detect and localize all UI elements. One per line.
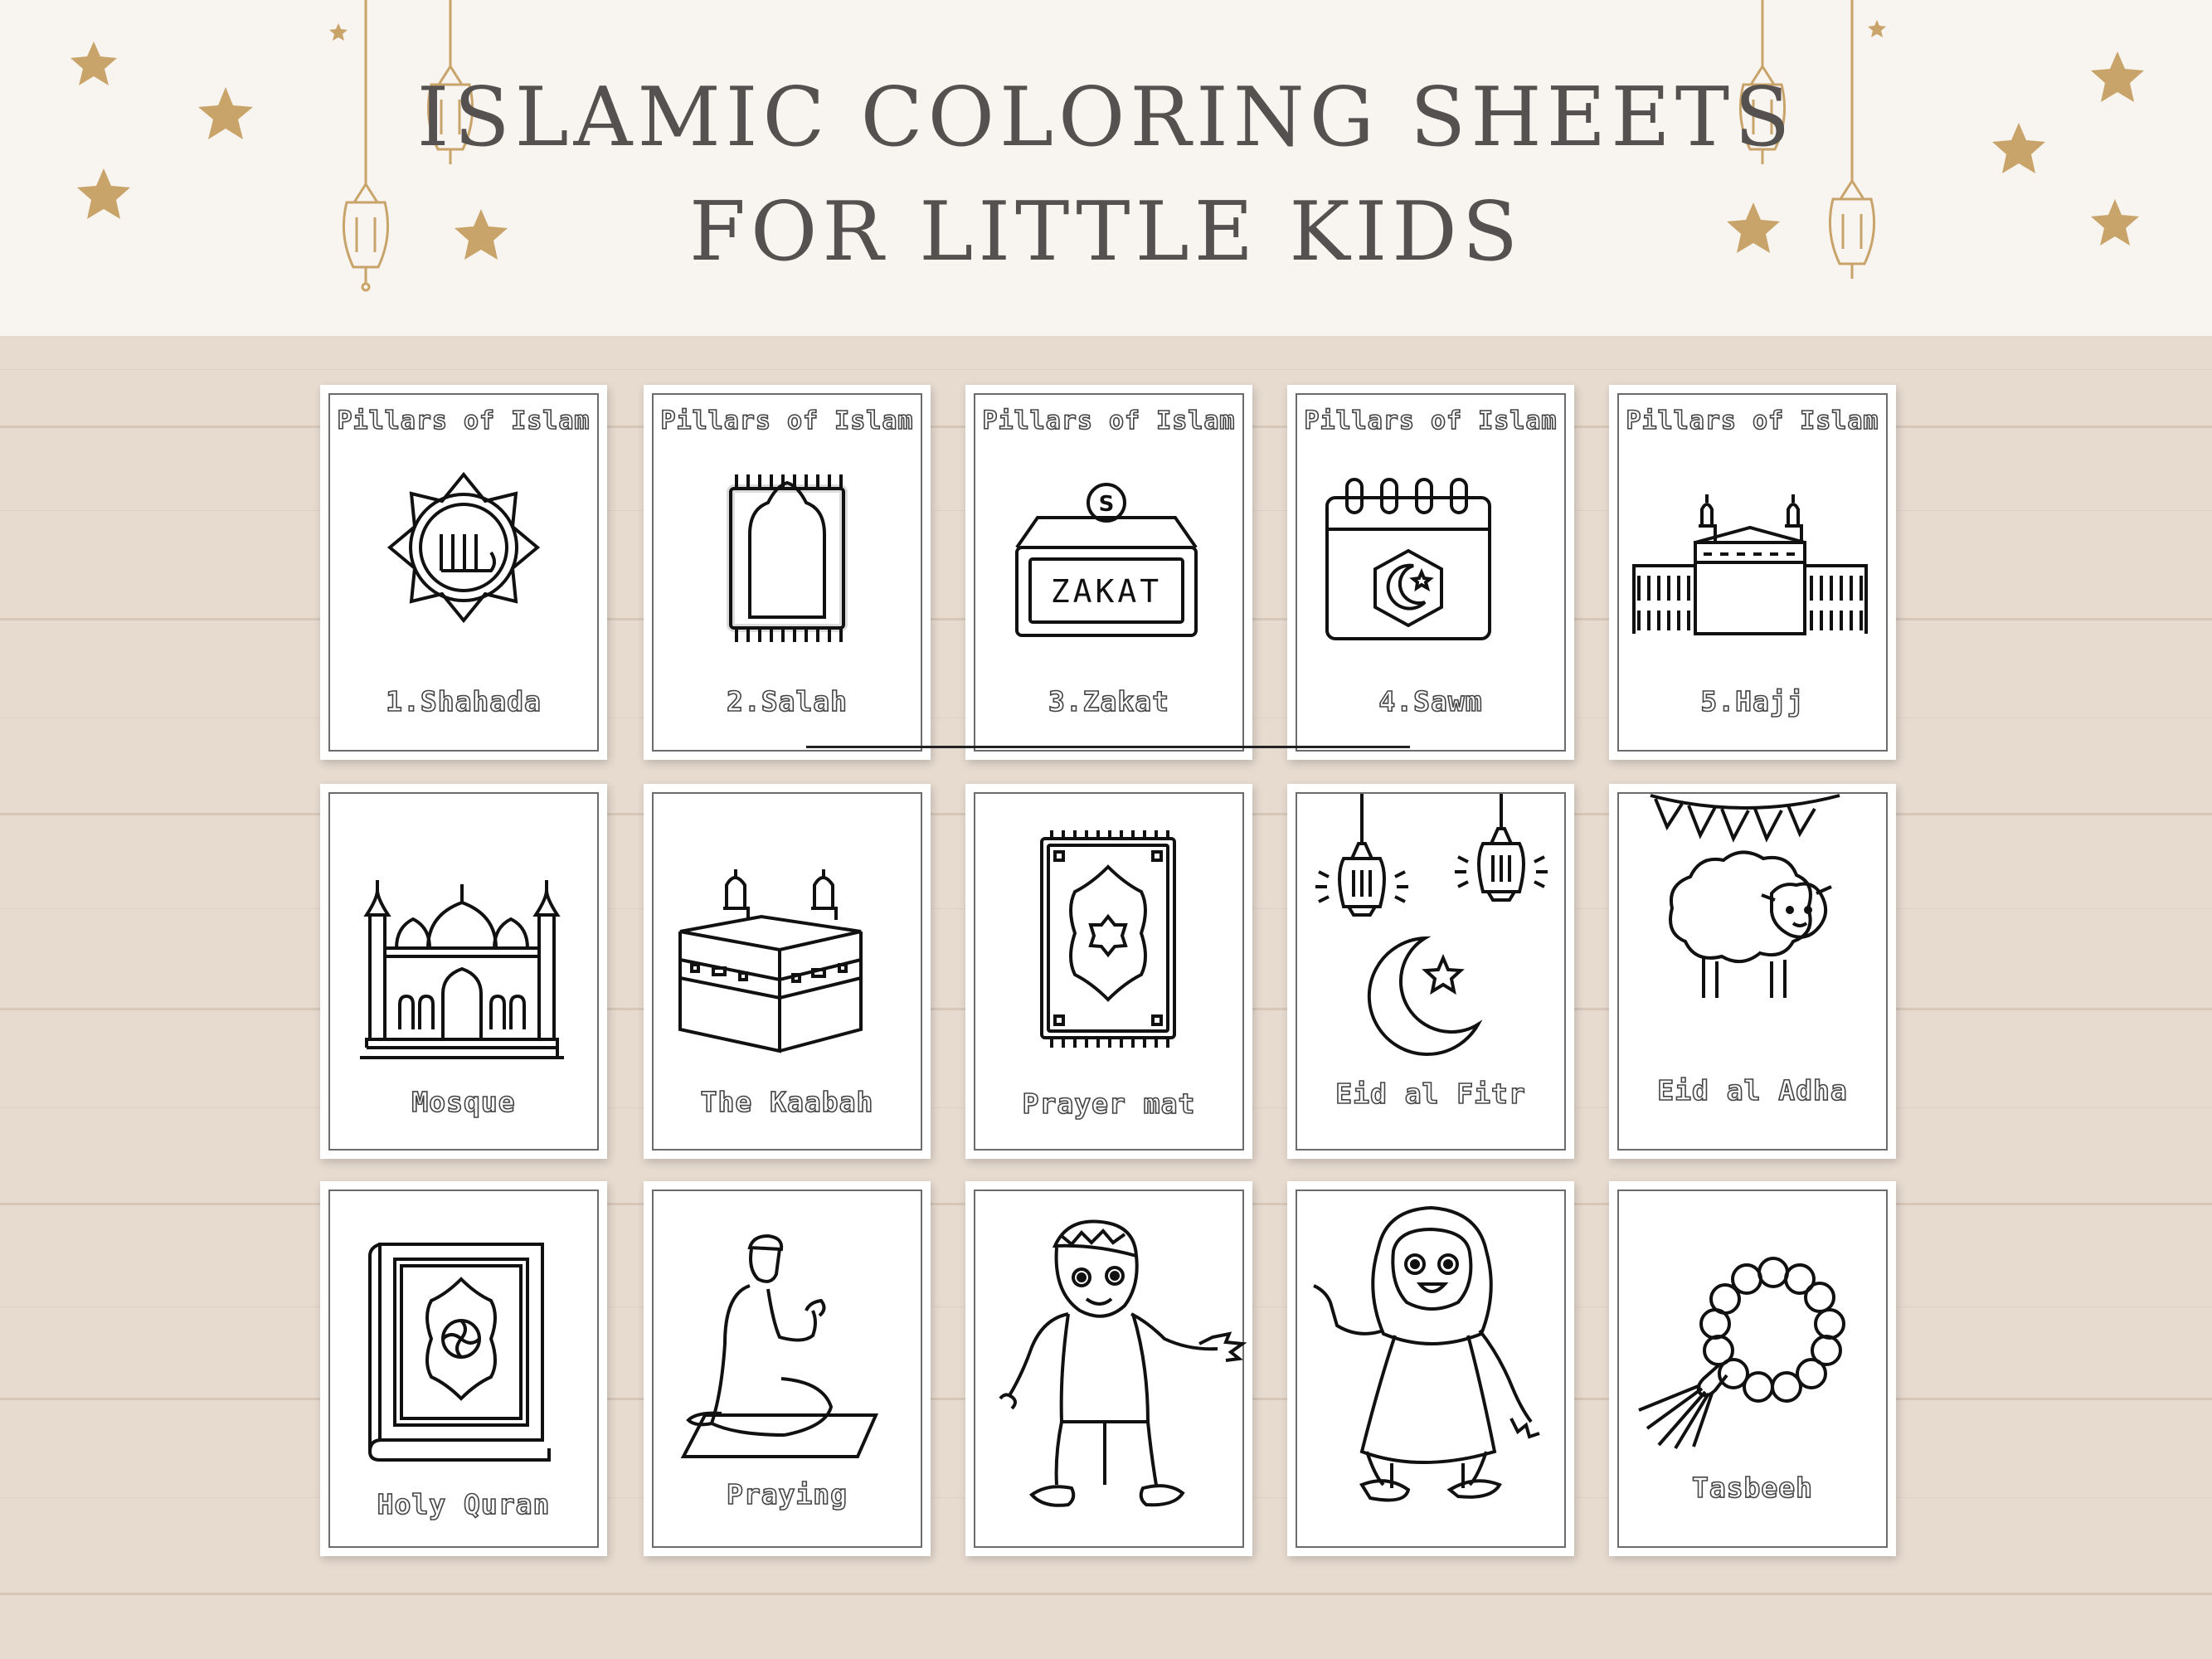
plank-seam xyxy=(0,1593,2212,1595)
coloring-sheet-eid-al-fitr xyxy=(1287,784,1574,1159)
sheet-heading: Pillars of Islam xyxy=(660,406,914,435)
sheet-caption: Mosque xyxy=(411,1086,516,1118)
coloring-sheet-salah xyxy=(644,385,931,760)
divider-line xyxy=(806,746,1410,748)
sheet-caption: Eid al Adha xyxy=(1657,1074,1848,1107)
coloring-sheet-prayer-mat xyxy=(965,784,1252,1159)
star-icon xyxy=(1868,20,1886,37)
sheet-heading: Pillars of Islam xyxy=(337,406,591,435)
boy-kufi-icon xyxy=(965,1181,1252,1556)
sheet-caption: Prayer mat xyxy=(1022,1087,1196,1120)
coloring-sheet-sawm xyxy=(1287,385,1574,760)
sheet-caption: Eid al Fitr xyxy=(1335,1078,1526,1110)
sheet-caption: Tasbeeh xyxy=(1691,1472,1814,1504)
sheet-caption: 5.Hajj xyxy=(1700,685,1805,718)
sheet-caption: Holy Quran xyxy=(377,1488,551,1520)
header-decoration xyxy=(0,0,2212,336)
sheet-caption: The Kaabah xyxy=(700,1086,874,1118)
header-banner xyxy=(0,0,2212,336)
coloring-sheet-praying xyxy=(644,1181,931,1556)
coloring-sheet-shahada xyxy=(320,385,607,760)
sheet-caption: 4.Sawm xyxy=(1378,685,1483,718)
zakat-label: ZAKAT xyxy=(1050,573,1163,610)
coloring-sheet-mosque xyxy=(320,784,607,1159)
sheet-caption: 3.Zakat xyxy=(1048,685,1170,718)
coloring-sheet-eid-al-adha xyxy=(1609,784,1896,1159)
sheet-heading: Pillars of Islam xyxy=(1626,406,1879,435)
page-title-line-2: FOR LITTLE KIDS xyxy=(688,185,1524,280)
coloring-sheet-tasbeeh xyxy=(1609,1181,1896,1556)
girl-hijab-icon xyxy=(1287,1181,1574,1556)
star-icon xyxy=(329,23,348,41)
coloring-sheet-kaabah xyxy=(644,784,931,1159)
coin-symbol: S xyxy=(1098,492,1115,517)
coloring-sheet-zakat xyxy=(965,385,1252,760)
sheet-caption: 1.Shahada xyxy=(386,685,542,718)
sheet-heading: Pillars of Islam xyxy=(982,406,1236,435)
sheet-heading: Pillars of Islam xyxy=(1304,406,1558,435)
sheet-caption: Praying xyxy=(726,1478,848,1511)
coloring-sheet-holy-quran xyxy=(320,1181,607,1556)
coloring-sheet-hajj xyxy=(1609,385,1896,760)
coloring-sheet-boy xyxy=(965,1181,1252,1556)
sheet-caption: 2.Salah xyxy=(726,685,848,718)
coloring-sheet-girl xyxy=(1287,1181,1574,1556)
page-title-line-1: ISLAMIC COLORING SHEETS xyxy=(416,71,1796,165)
